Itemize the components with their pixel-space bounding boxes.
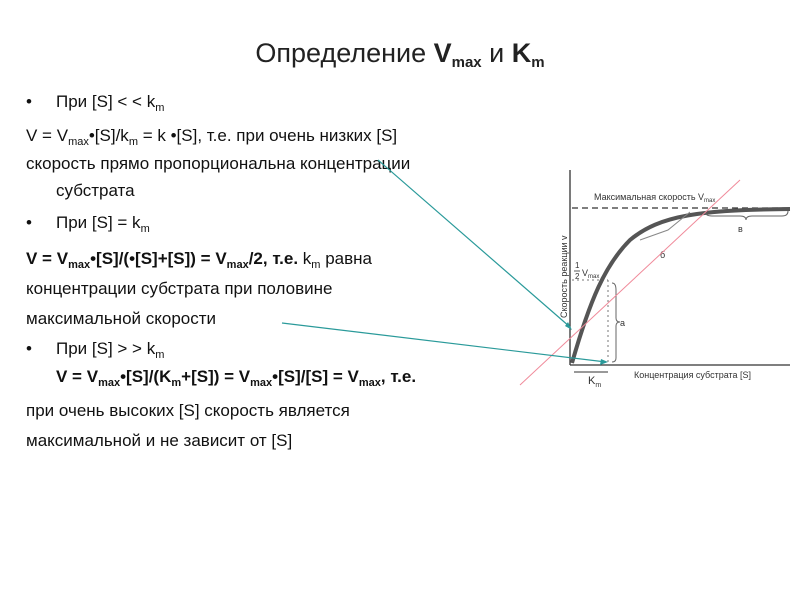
bullet-equal-s-sub: m <box>140 223 150 235</box>
km-label-sub: m <box>595 382 602 389</box>
eq-half-b: •[S]/(•[S]+[S]) = V <box>90 249 227 268</box>
bullet-low-s-text: При [S] < < k <box>56 92 156 111</box>
eq-half-b-sub: max <box>226 259 249 271</box>
eq-high-d: •[S]/[S] = V <box>272 367 359 386</box>
text-high-1: при очень высоких [S] скорость является <box>26 401 350 420</box>
teal-arrow-from-bullet1 <box>378 160 570 327</box>
title-conj: и <box>481 38 512 68</box>
text-half-1: концентрации субстрата при половине <box>26 279 333 298</box>
vmax-label <box>594 192 715 204</box>
eq-half-a: V = V <box>26 249 69 268</box>
teal-arrowhead-2 <box>600 359 608 365</box>
eq-half-e: равна <box>320 249 372 268</box>
eq-high-e: , т.е. <box>380 367 417 386</box>
bracket-a <box>612 283 620 362</box>
label-a: а <box>620 318 626 328</box>
eq-high-c: +[S]) = V <box>181 367 251 386</box>
eq-low-s-b: •[S]/k <box>88 126 129 145</box>
pink-slope-line <box>520 180 740 385</box>
bullet-high-s-sub: m <box>155 349 165 361</box>
bullet-equal-s-text: При [S] = k <box>56 213 141 232</box>
half-num: 1 <box>575 261 580 270</box>
label-b: б <box>660 250 666 260</box>
eq-high-b: •[S]/(K <box>120 367 172 386</box>
eq-half-d-sub: m <box>311 259 321 271</box>
eq-low-s-a-sub: max <box>68 136 89 148</box>
half-vmax-sub: max <box>588 274 600 280</box>
eq-high-a-sub: max <box>98 377 121 389</box>
eq-low-s-b-sub: m <box>128 136 138 148</box>
title-k-sub: m <box>531 54 545 71</box>
teal-arrow-from-bullet2 <box>282 323 606 362</box>
eq-low-s-a: V = V <box>26 126 69 145</box>
text-substrate: субстрата <box>56 181 135 200</box>
text-half-2: максимальной скорости <box>26 309 217 328</box>
vmax-label-sub: max <box>704 198 716 204</box>
eq-high-a: V = V <box>56 367 99 386</box>
half-den: 2 <box>575 272 580 281</box>
half-vmax <box>582 268 599 280</box>
km-label <box>588 375 601 389</box>
text-proportional: скорость прямо пропорциональна концентрации <box>26 154 411 173</box>
title-prefix: Определение <box>255 38 434 68</box>
eq-low-s-c: = k •[S], т.е. при очень низких [S] <box>137 126 398 145</box>
km-label-k: K <box>588 375 596 387</box>
eq-half-c: /2, т.е. <box>248 249 303 268</box>
eq-half-a-sub: max <box>68 259 91 271</box>
text-high-2: максимальной и не зависит от [S] <box>26 431 293 450</box>
eq-high-b-sub: m <box>171 377 182 389</box>
eq-half-d: k <box>302 249 312 268</box>
eq-high-c-sub: max <box>250 377 273 389</box>
saturation-curve <box>572 209 790 363</box>
bullet-low-s-sub: m <box>155 102 165 114</box>
title-v-sub: max <box>451 54 482 71</box>
label-c: в <box>738 224 743 234</box>
y-axis-label: Скорость реакции v <box>559 235 569 318</box>
vmax-label-text: Максимальная скорость V <box>594 192 705 202</box>
half-vmax-v: V <box>582 268 589 278</box>
title-k: K <box>511 38 532 68</box>
bullet-high-s-text: При [S] > > k <box>56 339 156 358</box>
eq-high-d-sub: max <box>358 377 381 389</box>
x-axis-label: Концентрация субстрата [S] <box>634 370 752 380</box>
title-v: V <box>433 38 452 68</box>
